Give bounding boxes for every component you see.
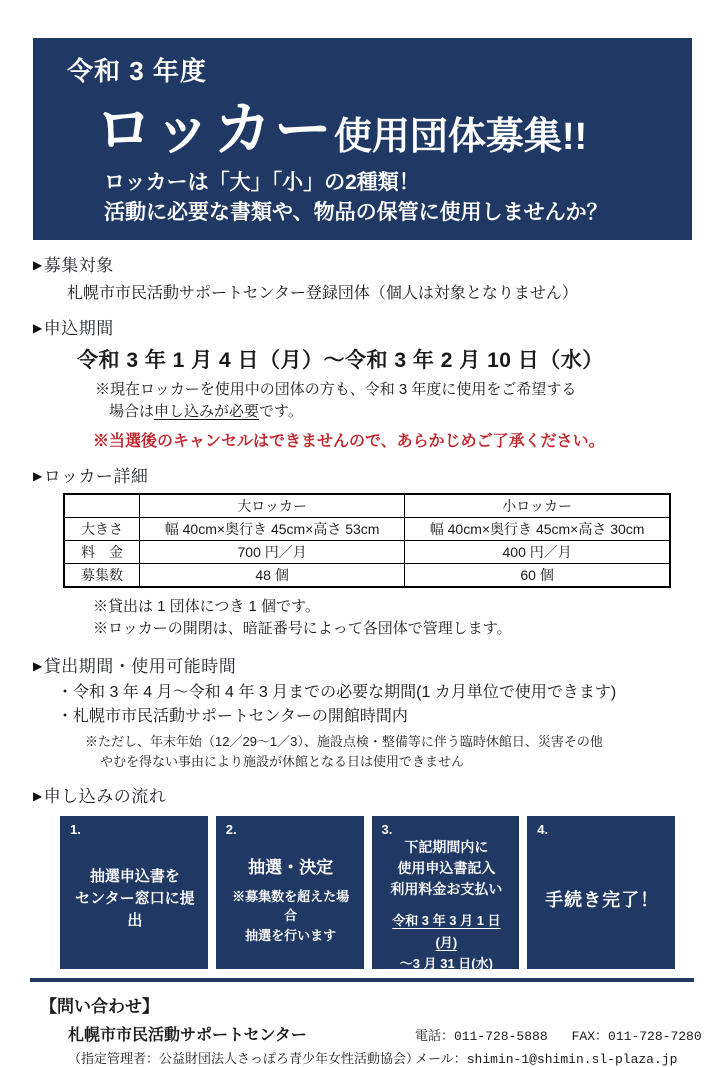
- flow-step-3-line1: 下記期間内に: [404, 839, 489, 856]
- flow-step-3: [372, 816, 520, 969]
- lend-period-subnote2: やむを得ない事由により施設が休館となる日は使用できません: [100, 753, 465, 769]
- flow-step-3-line3: 利用料金お支払い: [390, 881, 503, 898]
- application-period-note: [95, 379, 692, 423]
- section-heading-apply-period: [33, 314, 692, 339]
- lend-period-bullets: [57, 681, 692, 731]
- contact-center-name: 札幌市市民活動サポートセンター: [68, 1027, 307, 1045]
- locker-note-pin-code: ※ロッカーの開閉は、暗証番号によって各団体で管理します。: [93, 620, 512, 637]
- section-heading-recruit-target-label: 募集対象: [43, 256, 114, 275]
- table-row-count: [64, 563, 670, 587]
- lend-period-bullet1: ・令和 3 年 4 月～令和 4 年 3 月までの必要な期間(1 カ月単位で使用できます): [57, 683, 617, 701]
- locker-details-table: [63, 493, 671, 588]
- page-title-main: ロッカー: [95, 97, 334, 162]
- table-header-small-locker: 小ロッカー: [405, 494, 670, 518]
- contact-tel-fax: [415, 1025, 702, 1044]
- table-header-row: [64, 494, 670, 518]
- flow-step-1-body: [70, 837, 200, 961]
- flow-step-2-number: 2.: [225, 822, 237, 838]
- cancellation-warning-text: ※当選後のキャンセルはできませんので、あらかじめご了承ください。: [93, 432, 605, 450]
- flow-step-3-dates: [382, 910, 512, 974]
- table-row-size: [64, 517, 670, 540]
- application-period-dates: 令和 3 年 1 月 4 日（月）～令和 3 年 2 月 10 日（水）: [77, 349, 604, 372]
- lend-period-bullet2: ・札幌市市民活動サポートセンターの開館時間内: [57, 708, 408, 726]
- triangle-marker-icon: ▶: [33, 468, 43, 483]
- lend-period-subnote1: ※ただし、年末年始（12／29～1／3）、施設点検・整備等に伴う臨時休館日、災害その他: [85, 734, 603, 750]
- flow-step-3-line2: 使用申込書記入: [397, 860, 496, 877]
- section-heading-locker-details: [33, 462, 692, 487]
- flow-step-4-title: 手続き完了！: [545, 890, 660, 911]
- note-line2-underlined: 申し込みが必要: [154, 402, 260, 420]
- table-header-large-locker: 大ロッカー: [140, 494, 405, 518]
- section-heading-lend-period: [33, 652, 692, 677]
- page-title-suffix: 使用団体募集!!: [333, 116, 588, 158]
- hero-banner: [33, 38, 692, 240]
- flow-step-4-number: 4.: [537, 822, 549, 838]
- hero-subtitle-line1: ロッカーは「大」「小」の2種類！: [104, 171, 420, 194]
- section-heading-flow: [33, 782, 692, 807]
- flow-step-4: [527, 816, 675, 969]
- section-heading-apply-period-label: 申込期間: [43, 319, 114, 338]
- fee-small-value: 400 円／月: [405, 540, 670, 563]
- row-label-count: 募集数: [64, 563, 140, 587]
- flow-step-2-note-line2: 抽選を行います: [245, 927, 337, 943]
- flow-step-2-note-line1: ※募集数を超えた場合: [232, 888, 350, 924]
- flow-step-1: [60, 816, 208, 969]
- contact-designated-manager: （指定管理者：公益財団法人さっぽろ青少年女性活動協会）: [68, 1051, 420, 1067]
- contact-tel: 電話：011-728-5888: [415, 1029, 548, 1045]
- application-period-note-line1: ※現在ロッカーを使用中の団体の方も、令和 3 年度に使用をご希望する: [95, 381, 577, 398]
- hero-subtitle-line2: 活動に必要な書類や、物品の保管に使用しませんか？: [104, 200, 608, 224]
- section-heading-recruit-target: [33, 251, 692, 276]
- row-label-size: 大きさ: [64, 517, 140, 540]
- note-line2-suffix: です。: [259, 402, 303, 420]
- flow-step-3-number: 3.: [381, 822, 393, 838]
- flow-step-2-title: 抽選・決定: [248, 857, 334, 877]
- page-title: [95, 82, 676, 166]
- flow-step-1-line2: センター窓口に提出: [75, 890, 195, 929]
- section-heading-lend-period-label: 貸出期間・使用可能時間: [43, 656, 237, 676]
- flow-step-1-line1: 抽選申込書を: [89, 868, 180, 886]
- recruit-target-text: 札幌市市民活動サポートセンター登録団体（個人は対象となりません）: [67, 285, 578, 302]
- note-line2-prefix: 場合は: [109, 402, 155, 420]
- contact-heading: 【問い合わせ】: [40, 997, 159, 1017]
- contact-info-grid: [68, 1022, 702, 1067]
- section-heading-locker-details-label: ロッカー詳細: [43, 466, 149, 486]
- fee-large-value: 700 円／月: [140, 540, 405, 563]
- fiscal-year-label: 令和 3 年度: [67, 56, 207, 86]
- size-large-value: 幅 40cm×奥行き 45cm×高さ 53cm: [140, 517, 405, 540]
- application-flow: [60, 816, 675, 969]
- hero-subtitle: [104, 168, 676, 228]
- section-heading-flow-label: 申し込みの流れ: [43, 787, 167, 807]
- flow-step-4-body: [537, 837, 667, 961]
- count-large-value: 48 個: [140, 563, 405, 587]
- count-small-value: 60 個: [405, 563, 670, 587]
- locker-table-notes: [93, 596, 692, 641]
- contact-section: [40, 992, 702, 1067]
- flow-step-3-body: [382, 837, 512, 974]
- table-header-empty-cell: [64, 494, 140, 518]
- contact-fax: FAX：011-728-7280: [571, 1029, 702, 1045]
- locker-note-one-per-group: ※貸出は 1 団体につき 1 個です。: [93, 597, 320, 615]
- triangle-marker-icon: ▶: [33, 258, 43, 272]
- application-period-note-line2: [109, 401, 692, 423]
- row-label-fee: 料 金: [64, 540, 140, 563]
- triangle-marker-icon: ▶: [33, 658, 43, 673]
- flow-step-2: [216, 816, 364, 969]
- flow-step-2-note: [226, 887, 356, 946]
- flow-step-2-body: [226, 837, 356, 961]
- document-body: [0, 251, 725, 969]
- triangle-marker-icon: ▶: [33, 789, 43, 804]
- flow-step-3-date2: ～3 月 31 日(水): [399, 955, 493, 971]
- size-small-value: 幅 40cm×奥行き 45cm×高さ 30cm: [405, 517, 670, 540]
- flow-step-3-date1: 令和 3 年 3 月 1 日(月): [392, 913, 501, 950]
- lend-period-subnotes: [85, 732, 692, 771]
- contact-email: メール：shimin-1@shimin.sl-plaza.jp: [415, 1052, 678, 1067]
- footer-divider: [30, 978, 694, 982]
- table-row-fee: [64, 540, 670, 563]
- flow-step-1-number: 1.: [70, 822, 81, 838]
- triangle-marker-icon: ▶: [33, 321, 43, 335]
